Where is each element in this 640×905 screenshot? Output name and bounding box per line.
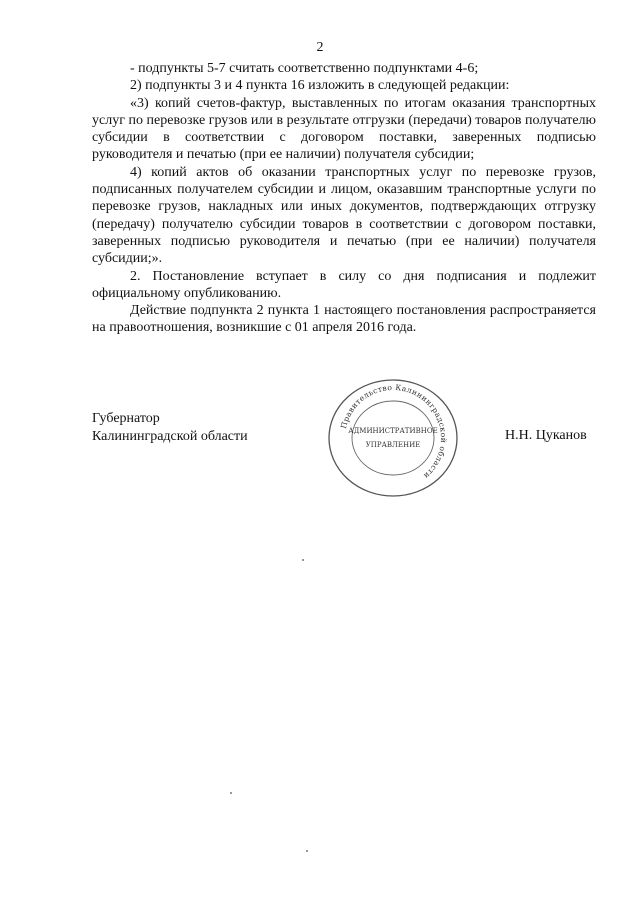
scan-speck [230, 792, 232, 794]
seal-center-line2: УПРАВЛЕНИЕ [365, 441, 421, 449]
paragraph-subitem-3: «3) копий счетов-фактур, выставленных по итогам оказания транспортных услуг по перевозке грузов или в результате отгрузки (передачи) товаров получателю субсидии в соответствии с договором поставки, заверенных подписью руководителя и печатью (при ее наличии) получателя субсидии; [92, 95, 596, 163]
paragraph-entry-into-force: 2. Постановление вступает в силу со дня подписания и подлежит официальному опубликованию. [92, 268, 596, 301]
signatory-title-line1: Губернатор [92, 411, 160, 426]
paragraph-subitem-4: 4) копий актов об оказании транспортных услуг по перевозке грузов, подписанных получателем субсидии и лицом, оказавшим транспортные услуги по перевозке грузов, накладных или иных документов, подтверждающих отгрузку (передачу) получателю субсидии товаров в соответствии с договором поставки, заверенных подписью руководителя и печатью (при ее наличии) получателя субсидии;». [92, 164, 596, 267]
signatory-name: Н.Н. Цуканов [505, 428, 587, 443]
document-body [92, 60, 596, 337]
seal-center-line1: АДМИНИСТРАТИВНОЕ [348, 427, 438, 435]
paragraph-item-2: 2) подпункты 3 и 4 пункта 16 изложить в следующей редакции: [130, 78, 510, 94]
scan-speck [306, 850, 308, 852]
seal-ring-text: Правительство Калининградской области [338, 382, 449, 481]
paragraph-effect-date: Действие подпункта 2 пункта 1 настоящего постановления распространяется на правоотношения, возникшие с 01 апреля 2016 года. [92, 303, 596, 336]
scan-speck [302, 559, 304, 561]
signatory-title-line2: Калининградской области [92, 428, 248, 444]
paragraph-subitems-renumber: - подпункты 5-7 считать соответственно подпунктами 4-6; [130, 61, 479, 76]
page-number: 2 [316, 40, 324, 55]
official-seal-stamp [322, 375, 464, 501]
signatory-title [92, 410, 248, 445]
